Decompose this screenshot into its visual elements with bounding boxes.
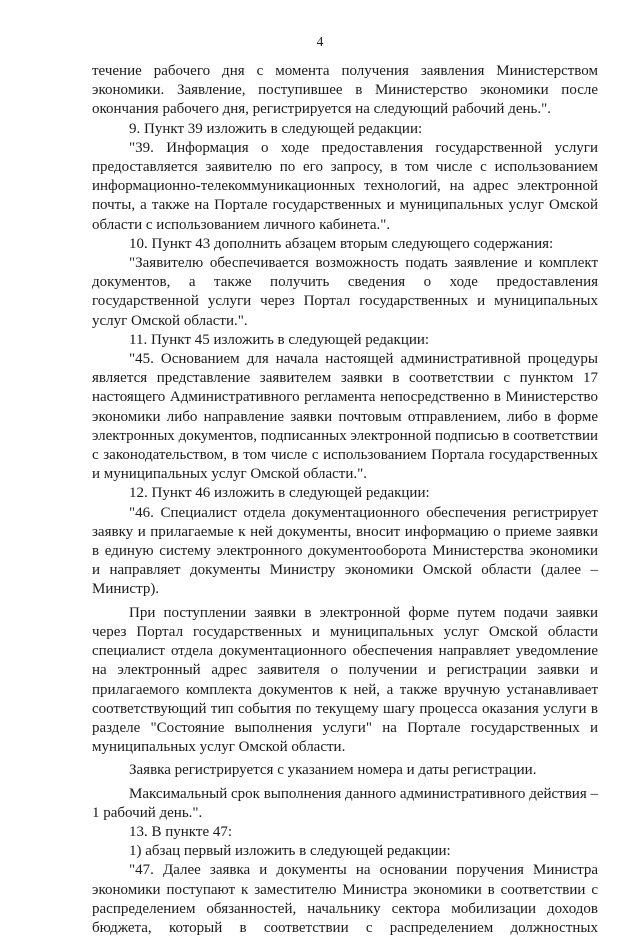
paragraph-item-12: 12. Пункт 46 изложить в следующей редакции: bbox=[129, 485, 430, 502]
paragraph-subitem-1: 1) абзац первый изложить в следующей редакции: bbox=[129, 843, 451, 860]
paragraph-continuation: течение рабочего дня с момента получения заявления Министерством экономики. Заявление, поступившее в Министерство экономики после окончания рабочего дня, регистрируется на следующий рабочий день.". bbox=[92, 63, 598, 118]
paragraph-clause-46-electronic: При поступлении заявки в электронной форме путем подачи заявки через Портал государственных и муниципальных услуг Омской области специалист отдела документационного обеспечения направляет уведомление на электронный адрес заявителя о получении и регистрации заявки и прилагаемого комплекта документов к ней, а также вручную устанавливает соответствующий тип события по текущему шагу процесса оказания услуги в разделе "Состояние выполнения услуги" на Портале государственных и муниципальных услуг Омской области. bbox=[92, 604, 598, 756]
paragraph-clause-46-registration: Заявка регистрируется с указанием номера и даты регистрации. bbox=[129, 762, 537, 779]
paragraph-clause-46: "46. Специалист отдела документационного обеспечения регистрирует заявку и прилагаемые к ней документы, вносит информацию о приеме заявки в единую систему электронного документооборота Министерства экономики и направляет документы Министру экономики Омской области (далее – Министр). bbox=[92, 504, 598, 598]
page-number: 4 bbox=[316, 34, 324, 49]
paragraph-clause-46-deadline: Максимальный срок выполнения данного административного действия – 1 рабочий день.". bbox=[92, 785, 598, 821]
document-body bbox=[92, 62, 598, 938]
paragraph-item-10: 10. Пункт 43 дополнить абзацем вторым следующего содержания: bbox=[129, 235, 554, 252]
paragraph-clause-45: "45. Основанием для начала настоящей административной процедуры является представление заявителем заявки в соответствии с пунктом 17 настоящего Административного регламента непосредственно в Министерство экономики либо направление заявки почтовым отправлением, либо в форме электронных документов, подписанных электронной подписью в соответствии с законодательством, в том числе с использованием Портала государственных и муниципальных услуг Омской области.". bbox=[92, 351, 598, 483]
paragraph-clause-43: "Заявителю обеспечивается возможность подать заявление и комплект документов, а также получить сведения о ходе предоставления государственной услуги через Портал государственных и муниципальных услуг Омской области.". bbox=[92, 255, 598, 329]
paragraph-item-9: 9. Пункт 39 изложить в следующей редакции: bbox=[129, 120, 423, 137]
paragraph-item-13: 13. В пункте 47: bbox=[129, 823, 233, 840]
paragraph-clause-39: "39. Информация о ходе предоставления государственной услуги предоставляется заявителю по его запросу, в том числе с использованием информационно-телекоммуникационных технологий, на адрес электронной почты, а также на Портале государственных и муниципальных услуг Омской области с использованием личного кабинета.". bbox=[92, 139, 598, 233]
paragraph-clause-47: "47. Далее заявка и документы на основании поручения Министра экономики поступают к заместителю Министра экономики в соответствии с распределением обязанностей, начальнику сектора мобилизации доходов бюджета, который в соответствии с распределением должностных bbox=[92, 862, 598, 936]
paragraph-item-11: 11. Пункт 45 изложить в следующей редакции: bbox=[129, 331, 430, 348]
